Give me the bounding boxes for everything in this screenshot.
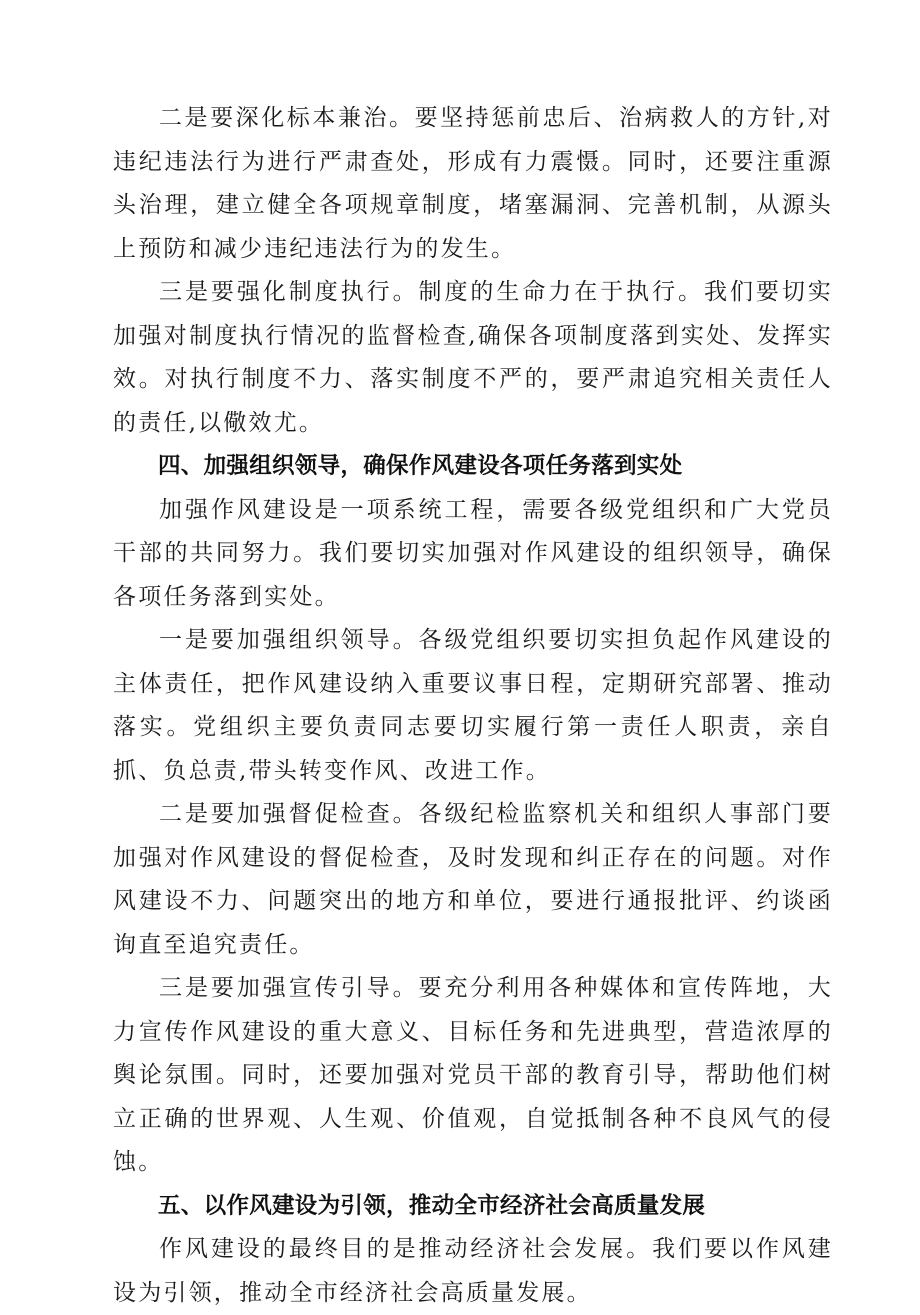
paragraph-deepen-governance: 二是要深化标本兼治。要坚持惩前忠后、治病救人的方针,对违纪违法行为进行严肃查处，形成有力震慑。同时，还要注重源头治理，建立健全各项规章制度，堵塞漏洞、完善机制，从源头上预防和减少违纪违法行为的发生。 [113, 105, 833, 262]
paragraph-section4-intro: 加强作风建设是一项系统工程，需要各级党组织和广大党员干部的共同努力。我们要切实加强对作风建设的组织领导，确保各项任务落到实处。 [113, 496, 833, 610]
paragraph-section5-intro: 作风建设的最终目的是推动经济社会发展。我们要以作风建设为引领，推动全市经济社会高质量发展。 [113, 1236, 833, 1306]
document-body [113, 97, 833, 1315]
paragraph-supervision-inspection: 二是要加强督促检查。各级纪检监察机关和组织人事部门要加强对作风建设的督促检查，及时发现和纠正存在的问题。对作风建设不力、问题突出的地方和单位，要进行通报批评、约谈函询直至追究责任。 [113, 801, 833, 958]
paragraph-organizational-leadership: 一是要加强组织领导。各级党组织要切实担负起作风建设的主体责任，把作风建设纳入重要议事日程，定期研究部署、推动落实。党组织主要负责同志要切实履行第一责任人职责，亲自抓、负总责,带头转变作风、改进工作。 [113, 627, 833, 784]
paragraph-publicity-guidance: 三是要加强宣传引导。要充分利用各种媒体和宣传阵地，大力宣传作风建设的重大意义、目标任务和先进典型，营造浓厚的舆论氛围。同时，还要加强对党员干部的教育引导，帮助他们树立正确的世界观、人生观、价值观，自觉抵制各种不良风气的侵蚀。 [113, 975, 833, 1175]
section-heading-5: 五、以作风建设为引领，推动全市经济社会高质量发展 [158, 1192, 706, 1219]
section-heading-4: 四、加强组织领导，确保作风建设各项任务落到实处 [158, 453, 683, 479]
paragraph-enforce-system: 三是要强化制度执行。制度的生命力在于执行。我们要切实加强对制度执行情况的监督检查,确保各项制度落到实处、发挥实效。对执行制度不力、落实制度不严的，要严肃追究相关责任人的责任,以儆效尤。 [113, 279, 833, 436]
